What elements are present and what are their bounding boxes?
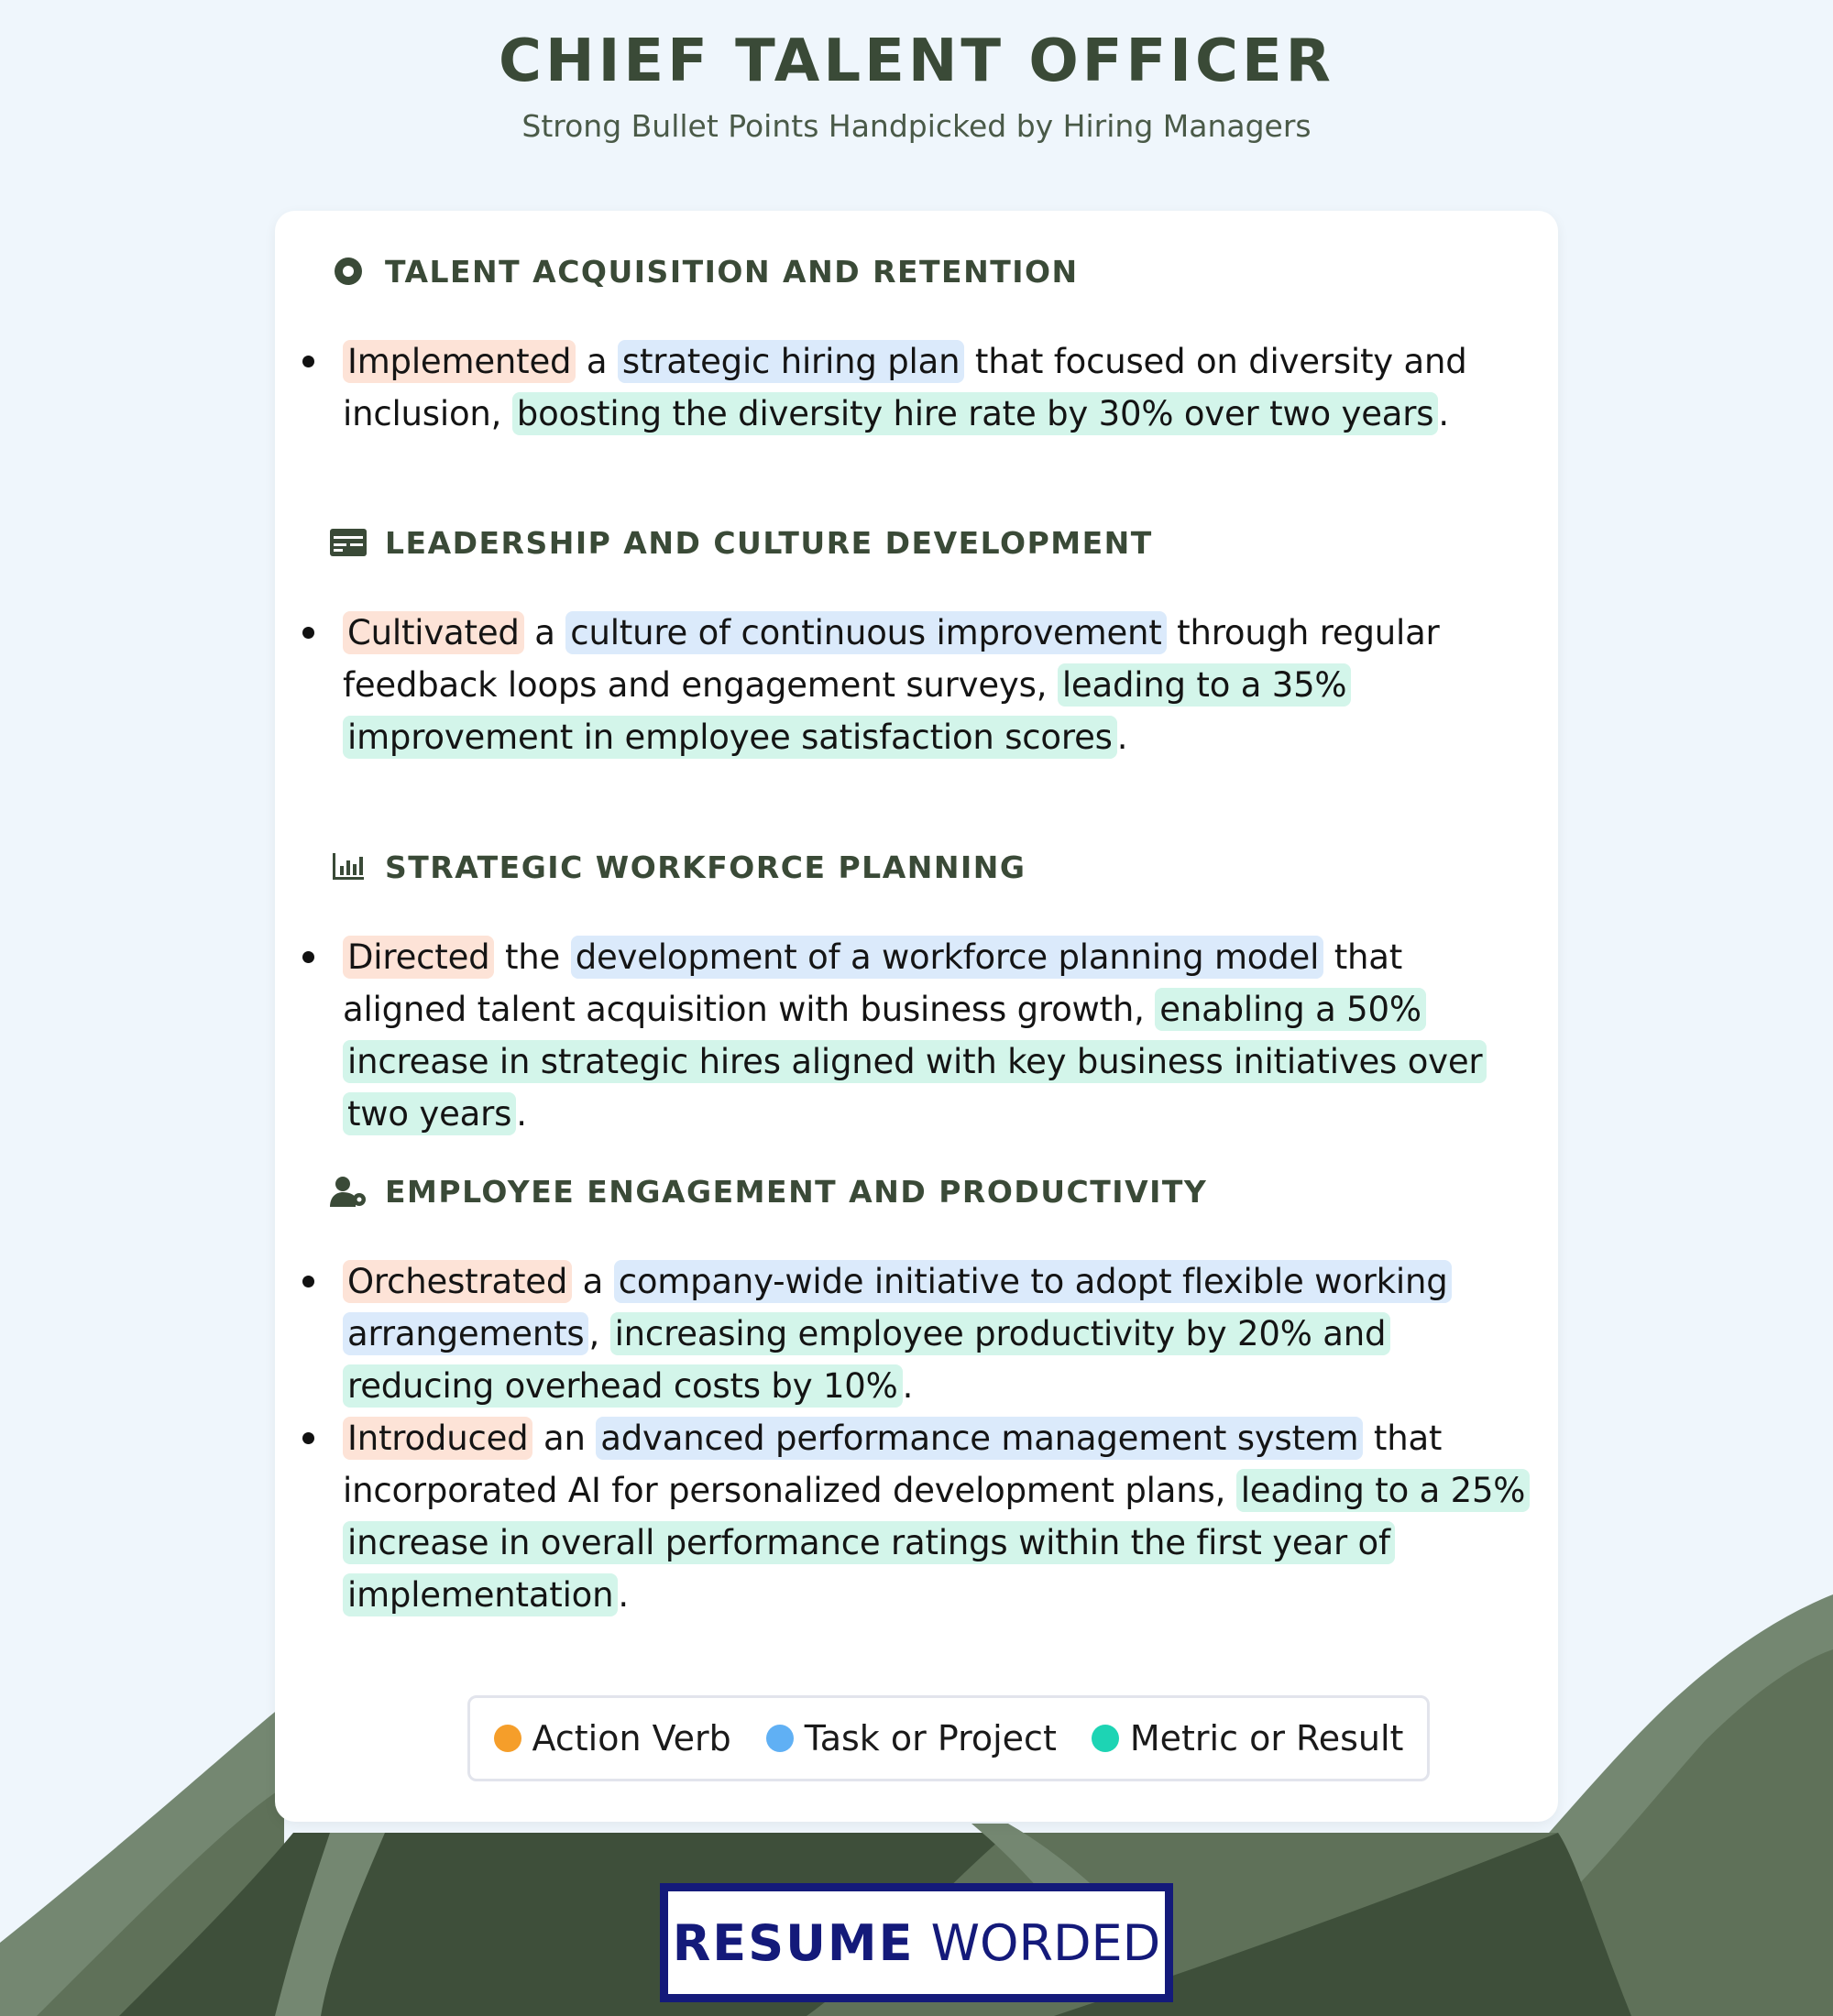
page-header	[0, 27, 1833, 144]
plain-text: an	[532, 1419, 597, 1458]
metric-highlight: leading to a 35% improvement in employee satisfaction scores	[343, 663, 1351, 759]
bullet-list	[330, 335, 1521, 440]
bullet-dot	[302, 1276, 314, 1287]
highlight-legend	[467, 1695, 1430, 1781]
resume-worded-logo[interactable]	[660, 1883, 1173, 2002]
section-header	[330, 1169, 1521, 1213]
task-highlight: development of a workforce planning model	[571, 936, 1324, 979]
bullet-dot	[302, 356, 314, 367]
bullet-dot	[302, 1432, 314, 1444]
bullet-text	[343, 1255, 1534, 1412]
target-circle-icon	[330, 253, 367, 290]
id-card-icon	[330, 524, 367, 561]
plain-text: .	[516, 1094, 527, 1134]
bullet-item	[332, 931, 1521, 1140]
plain-text: a	[576, 342, 618, 381]
metric-highlight: leading to a 25% increase in overall performance ratings within the first year of implementation	[343, 1469, 1530, 1616]
task-highlight: culture of continuous improvement	[565, 611, 1166, 654]
section-title: STRATEGIC WORKFORCE PLANNING	[385, 849, 1026, 885]
resume-card	[275, 211, 1558, 1822]
plain-text: ,	[588, 1314, 610, 1353]
user-settings-icon	[330, 1173, 367, 1210]
legend-item-metric	[1092, 1718, 1404, 1759]
bullet-text	[343, 931, 1534, 1140]
action-verb-highlight: Orchestrated	[343, 1260, 572, 1303]
section-leadership-culture	[330, 520, 1521, 763]
bullet-dot	[302, 627, 314, 639]
plain-text: .	[618, 1575, 629, 1615]
section-talent-acquisition	[330, 249, 1521, 440]
section-workforce-planning	[330, 845, 1521, 1140]
plain-text: .	[902, 1366, 914, 1406]
plain-text: a	[523, 613, 566, 652]
bullet-item	[332, 1255, 1521, 1412]
logo-word-bold: RESUME	[672, 1913, 915, 1972]
metric-highlight: boosting the diversity hire rate by 30% over two years	[512, 392, 1439, 435]
legend-label: Task or Project	[804, 1718, 1057, 1759]
task-highlight: advanced performance management system	[596, 1417, 1363, 1460]
plain-text: that aligned talent acquisition with business growth,	[343, 937, 1403, 1029]
section-title: LEADERSHIP AND CULTURE DEVELOPMENT	[385, 524, 1153, 561]
task-highlight: company-wide initiative to adopt flexible working arrangements	[343, 1260, 1452, 1355]
legend-item-action-verb	[494, 1718, 731, 1759]
section-header	[330, 845, 1521, 889]
section-title: EMPLOYEE ENGAGEMENT AND PRODUCTIVITY	[385, 1173, 1208, 1210]
bar-chart-icon	[330, 849, 367, 885]
action-verb-highlight: Directed	[343, 936, 494, 979]
logo-word-light: WORDED	[930, 1913, 1161, 1972]
legend-item-task	[766, 1718, 1057, 1759]
plain-text: that focused on diversity and inclusion,	[343, 342, 1467, 433]
section-header	[330, 249, 1521, 293]
bullet-text	[343, 335, 1534, 440]
page-title: CHIEF TALENT OFFICER	[499, 27, 1334, 95]
task-highlight: strategic hiring plan	[618, 340, 964, 383]
plain-text: .	[1438, 394, 1449, 433]
section-header	[330, 520, 1521, 564]
bullet-item	[332, 335, 1521, 440]
section-engagement-productivity	[330, 1169, 1526, 1621]
plain-text: through regular feedback loops and engagement surveys,	[343, 613, 1440, 705]
plain-text: a	[572, 1262, 614, 1301]
legend-label: Action Verb	[532, 1718, 731, 1759]
plain-text: .	[1116, 718, 1128, 757]
bullet-list	[330, 607, 1521, 763]
bullet-dot	[302, 951, 314, 963]
bullet-text	[343, 1412, 1534, 1621]
metric-highlight: increasing employee productivity by 20% and reducing overhead costs by 10%	[343, 1312, 1390, 1408]
bullet-list	[330, 931, 1521, 1140]
bullet-item	[332, 607, 1521, 763]
action-verb-highlight: Implemented	[343, 340, 576, 383]
bullet-item	[332, 1412, 1526, 1621]
metric-highlight: enabling a 50% increase in strategic hires aligned with key business initiatives over two years	[343, 988, 1487, 1135]
bullet-list	[330, 1255, 1526, 1621]
page-subtitle: Strong Bullet Points Handpicked by Hiring Managers	[521, 108, 1312, 144]
legend-label: Metric or Result	[1129, 1718, 1404, 1759]
legend-dot	[494, 1725, 521, 1752]
bullet-text	[343, 607, 1534, 763]
action-verb-highlight: Cultivated	[343, 611, 524, 654]
plain-text: the	[494, 937, 571, 977]
action-verb-highlight: Introduced	[343, 1417, 532, 1460]
legend-dot	[766, 1725, 794, 1752]
legend-dot	[1092, 1725, 1119, 1752]
plain-text: that incorporated AI for personalized development plans,	[343, 1419, 1443, 1510]
section-title: TALENT ACQUISITION AND RETENTION	[385, 253, 1079, 290]
